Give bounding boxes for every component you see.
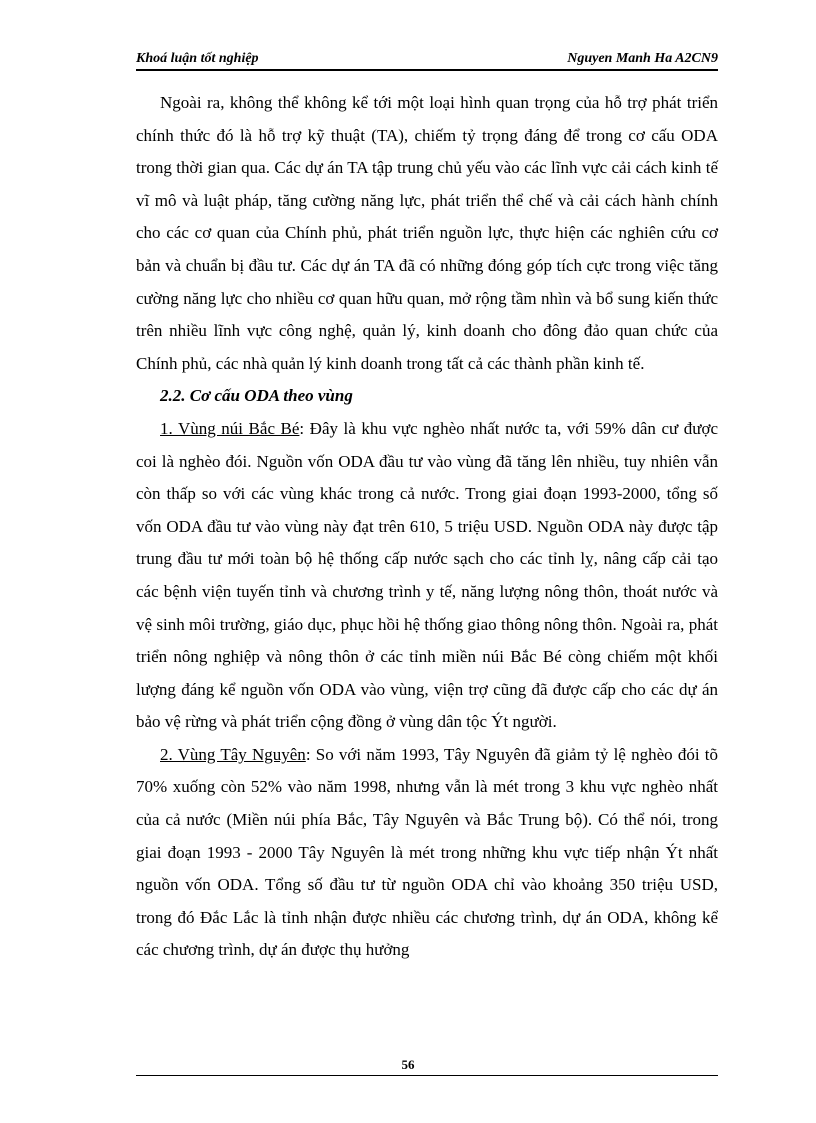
paragraph-northern-mountains bbox=[136, 413, 718, 739]
region-title-highlands: 2. Vùng Tây Nguyên bbox=[160, 744, 306, 764]
paragraph-central-highlands bbox=[136, 739, 718, 967]
footer-divider bbox=[136, 1075, 718, 1076]
document-body bbox=[136, 87, 718, 967]
region-text-highlands: : So với năm 1993, Tây Nguyên đã giảm tỷ lệ nghèo đói tõ 70% xuống còn 52% vào năm 1998, nhưng vẫn là mét trong 3 khu vực nghèo nhất của cả nước (Miền núi phía Bắc, Tây Nguyên và Bắc Trung bộ). Có thể nói, trong giai đoạn 1993 - 2000 Tây Nguyên là mét trong những khu vực tiếp nhận Ýt nhất nguồn vốn ODA. Tổng số đầu tư từ nguồn ODA chỉ vào khoảng 350 triệu USD, trong đó Đắc Lắc là tỉnh nhận được nhiều các chương trình, dự án ODA, không kể các chương trình, dự án được thụ hưởng bbox=[136, 744, 718, 960]
header-author: Nguyen Manh Ha A2CN9 bbox=[567, 51, 718, 66]
page-header bbox=[136, 50, 718, 71]
page-number: 56 bbox=[401, 1057, 415, 1072]
section-heading: 2.2. Cơ cấu ODA theo vùng bbox=[160, 386, 353, 406]
paragraph-technical-assistance: Ngoài ra, không thể không kể tới một loại hình quan trọng của hỗ trợ phát triển chính thức đó là hỗ trợ kỹ thuật (TA), chiếm tỷ trọng đáng để trong cơ cấu ODA trong thời gian qua. Các dự án TA tập trung chủ yếu vào các lĩnh vực cải cách kinh tế vĩ mô và luật pháp, tăng cường năng lực, phát triển thể chế và cải cách hành chính cho các cơ quan của Chính phủ, phát triển nguồn lực, thực hiện các nghiên cứu cơ bản và chuẩn bị đầu tư. Các dự án TA đã có những đóng góp tích cực trong việc tăng cường năng lực cho nhiều cơ quan hữu quan, mở rộng tầm nhìn và bổ sung kiến thức trên nhiều lĩnh vực công nghệ, quản lý, kinh doanh cho đông đảo quan chức của Chính phủ, các nhà quản lý kinh doanh trong tất cả các thành phần kinh tế. bbox=[136, 93, 718, 373]
header-thesis-label: Khoá luận tốt nghiệp bbox=[136, 51, 259, 66]
region-title-northern: 1. Vùng núi Bắc Bé bbox=[160, 418, 300, 438]
region-text-northern: : Đây là khu vực nghèo nhất nước ta, với 59% dân cư được coi là nghèo đói. Nguồn vốn ODA đầu tư vào vùng đã tăng lên nhiều, tuy nhiên vẫn còn thấp so với các vùng khác trong cả nước. Trong giai đoạn 1993-2000, tổng số vốn ODA đầu tư vào vùng này đạt trên 610, 5 triệu USD. Nguồn ODA này được tập trung đầu tư mới toàn bộ hệ thống cấp nước sạch cho các tỉnh lỵ, nâng cấp cải tạo các bệnh viện tuyến tỉnh và chương trình y tế, năng lượng nông thôn, thoát nước và vệ sinh môi trường, giáo dục, phục hồi hệ thống giao thông nông thôn. Ngoài ra, phát triển nông nghiệp và nông thôn ở các tỉnh miền núi Bắc Bé còng chiếm một khối lượng đáng kể nguồn vốn ODA vào vùng, viện trợ cũng đã được cấp cho các dự án bảo vệ rừng và phát triển cộng đồng ở vùng dân tộc Ýt người. bbox=[136, 418, 718, 732]
